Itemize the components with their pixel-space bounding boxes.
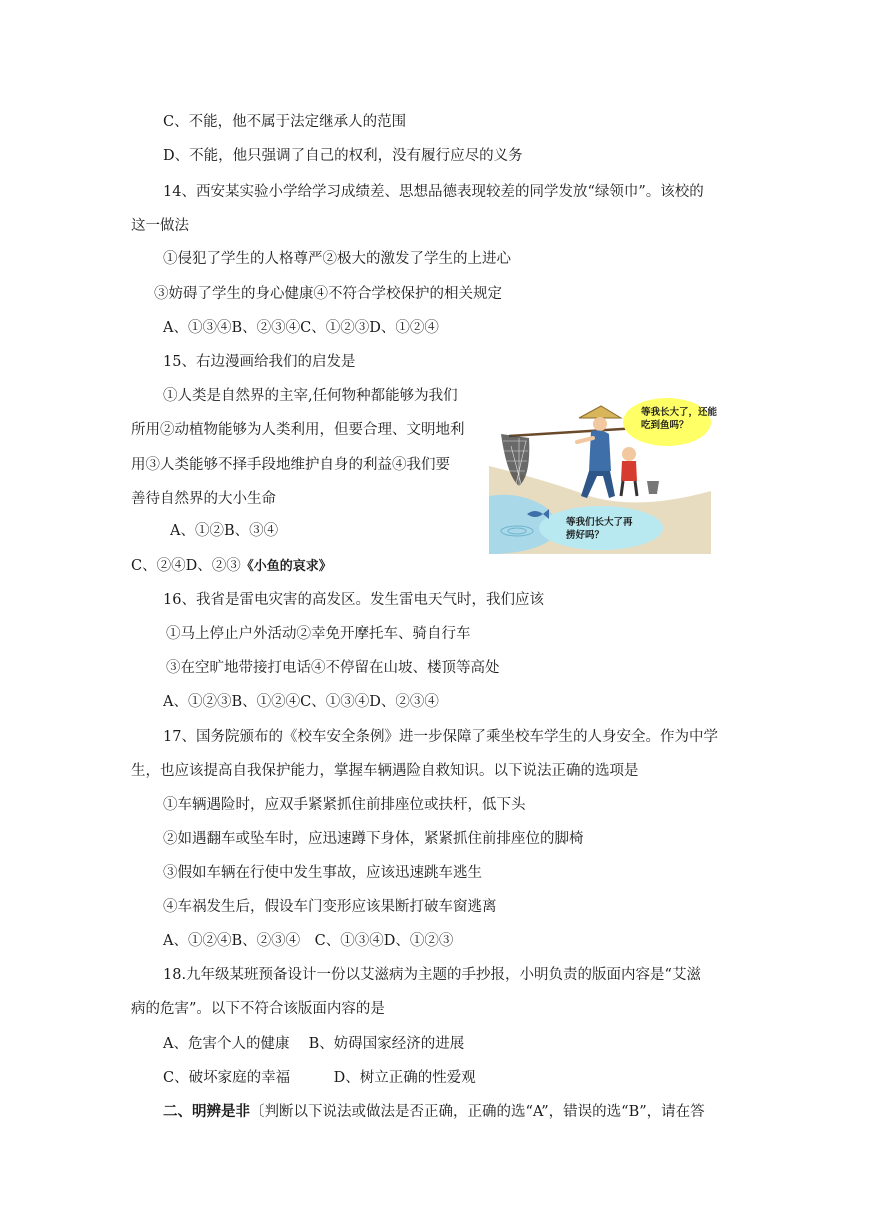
q17-stem-line-1: 17、国务院颁布的《校车安全条例》进一步保障了乘坐校车学生的人身安全。作为中学 <box>163 729 718 745</box>
q14-stem-line-1: 14、西安某实验小学给学习成绩差、思想品德表现较差的同学发放“绿领巾”。该校的 <box>163 184 704 200</box>
q16-options: A、①②③B、①②④C、①③④D、②③④ <box>163 694 439 710</box>
q13-option-c: C、不能，他不属于法定继承人的范围 <box>163 114 407 130</box>
q14-item-1: ①侵犯了学生的人格尊严②极大的激发了学生的上进心 <box>163 251 511 267</box>
q17-item-2: ②如遇翻车或坠车时，应迅速蹲下身体，紧紧抓住前排座位的脚椅 <box>163 831 584 847</box>
q16-item-2: ③在空旷地带接打电话④不停留在山坡、楼顶等高处 <box>166 660 500 676</box>
cartoon-caption: 《小鱼的哀求》 <box>240 559 332 574</box>
q15-text-line-2: 所用②动植物能够为人类利用，但要合理、文明地利 <box>131 422 465 438</box>
q17-item-3: ③假如车辆在行使中发生事故，应该迅速跳车逃生 <box>163 865 482 881</box>
section-2-heading: 二、明辨是非 <box>163 1103 250 1120</box>
q17-item-4: ④车祸发生后，假设车门变形应该果断打破车窗逃离 <box>163 899 497 915</box>
q13-option-d: D、不能，他只强调了自己的权利，没有履行应尽的义务 <box>163 148 523 164</box>
q15-options-line-2 <box>131 556 332 577</box>
q14-options: A、①③④B、②③④C、①②③D、①②④ <box>163 320 439 336</box>
q15-text-line-4: 善待自然界的大小生命 <box>131 491 276 507</box>
section-2-line <box>163 1102 705 1122</box>
speech-bubble-child: 等我长大了，还能吃到鱼吗？ <box>641 407 718 431</box>
q15-options-text: C、②④D、②③ <box>131 558 241 574</box>
q17-stem-line-2: 生，也应该提高自我保护能力，掌握车辆遇险自救知识。以下说法正确的选项是 <box>131 763 639 779</box>
speech-bubble-fish: 等我们长大了再捞好吗？ <box>566 517 633 541</box>
q18-stem-line-2: 病的危害”。以下不符合该版面内容的是 <box>131 1001 385 1017</box>
q15-stem: 15、右边漫画给我们的启发是 <box>163 354 356 370</box>
q14-item-2: ③妨碍了学生的身心健康④不符合学校保护的相关规定 <box>154 286 502 302</box>
q16-item-1: ①马上停止户外活动②幸免开摩托车、骑自行车 <box>166 626 471 642</box>
q18-options-line-1: A、危害个人的健康 B、妨碍国家经济的进展 <box>163 1036 465 1052</box>
q15-text-line-1: ①人类是自然界的主宰,任何物种都能够为我们 <box>163 388 458 404</box>
q14-stem-line-2: 这一做法 <box>131 218 189 234</box>
q17-item-1: ①车辆遇险时，应双手紧紧抓住前排座位或扶杆，低下头 <box>163 797 526 813</box>
q17-options: A、①②④B、②③④ C、①③④D、①②③ <box>163 933 454 949</box>
section-2-instructions: 〔判断以下说法或做法是否正确，正确的选“A”，错误的选“B”，请在答 <box>250 1104 705 1120</box>
q16-stem: 16、我省是雷电灾害的高发区。发生雷电天气时，我们应该 <box>163 592 544 608</box>
q18-stem-line-1: 18.九年级某班预备设计一份以艾滋病为主题的手抄报，小明负责的版面内容是“艾滋 <box>163 967 701 983</box>
q18-options-line-2: C、破坏家庭的幸福 D、树立正确的性爱观 <box>163 1070 476 1086</box>
q15-options-line-1: A、①②B、③④ <box>170 523 279 539</box>
q15-text-line-3: 用③人类能够不择手段地维护自身的利益④我们要 <box>131 457 450 473</box>
